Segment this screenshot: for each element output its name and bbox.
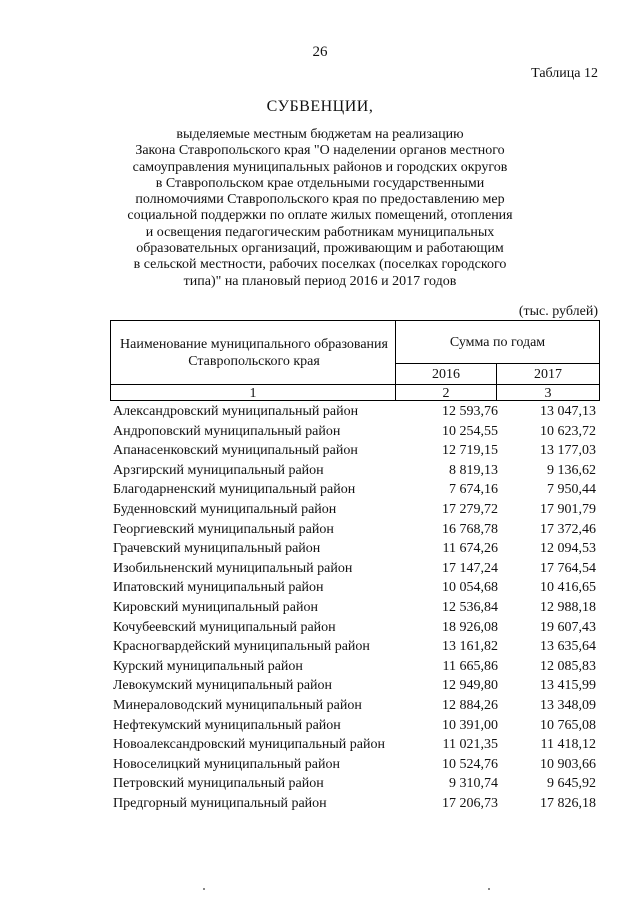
table-row <box>113 422 600 442</box>
unit-label: (тыс. рублей) <box>518 304 598 319</box>
value-2016: 12 949,80 <box>442 678 498 694</box>
value-2016: 12 884,26 <box>442 697 498 713</box>
municipality-name: Ипатовский муниципальный район <box>113 580 324 596</box>
table-row <box>113 696 600 716</box>
value-2017: 10 903,66 <box>540 756 596 772</box>
subtitle-line: типа)" на плановый период 2016 и 2017 годов <box>183 273 457 289</box>
municipality-name: Кировский муниципальный район <box>113 599 318 615</box>
value-2016: 12 593,76 <box>442 404 498 419</box>
table-row <box>113 520 600 540</box>
scan-artifact <box>203 888 205 890</box>
header-col-number-1: 1 <box>249 385 257 401</box>
value-2017: 17 372,46 <box>540 521 596 537</box>
value-2017: 13 415,99 <box>540 678 596 694</box>
subtitle-line: социальной поддержки по оплате жилых помещений, отопления <box>127 208 513 224</box>
subtitle-line: в сельской местности, рабочих поселках (поселках городского <box>133 257 507 273</box>
scan-artifact <box>488 888 490 890</box>
header-col-number-3: 3 <box>544 385 552 401</box>
municipality-name: Красногвардейский муниципальный район <box>113 639 370 655</box>
municipality-name: Арзгирский муниципальный район <box>113 462 324 478</box>
value-2016: 17 206,73 <box>442 795 498 811</box>
value-2016: 13 161,82 <box>442 639 498 655</box>
table-row <box>113 618 600 638</box>
municipality-name: Андроповский муниципальный район <box>113 423 341 439</box>
value-2017: 12 094,53 <box>540 541 596 557</box>
table-row <box>113 441 600 461</box>
subtitle-line: образовательных организаций, проживающим и работающим <box>136 241 504 257</box>
value-2016: 17 279,72 <box>442 501 498 517</box>
value-2017: 10 623,72 <box>540 423 596 439</box>
document-title: СУБВЕНЦИИ, <box>266 98 374 115</box>
value-2017: 10 765,08 <box>540 717 596 733</box>
table-row <box>113 755 600 775</box>
municipality-name: Новоалександровский муниципальный район <box>113 737 385 753</box>
header-year-2017: 2017 <box>534 366 562 382</box>
value-2017: 9 136,62 <box>547 462 596 478</box>
table-row <box>113 539 600 559</box>
value-2016: 10 524,76 <box>442 756 498 772</box>
municipality-name: Минераловодский муниципальный район <box>113 697 362 713</box>
table-row <box>113 578 600 598</box>
municipality-name: Апанасенковский муниципальный район <box>113 443 358 459</box>
municipality-name: Нефтекумский муниципальный район <box>113 717 341 733</box>
municipality-name: Благодарненский муниципальный район <box>113 482 356 498</box>
municipality-name: Предгорный муниципальный район <box>113 795 327 811</box>
value-2016: 11 674,26 <box>442 541 498 557</box>
subtitle-line: полномочиями Ставропольского края по предоставлению мер <box>135 192 505 208</box>
value-2016: 7 674,16 <box>449 482 498 498</box>
municipality-name: Новоселицкий муниципальный район <box>113 756 340 772</box>
value-2016: 10 391,00 <box>442 717 498 733</box>
value-2016: 16 768,78 <box>442 521 498 537</box>
table-row <box>113 480 600 500</box>
value-2016: 12 719,15 <box>442 443 498 459</box>
municipality-name: Кочубеевский муниципальный район <box>113 619 336 635</box>
subtitle-line: самоуправления муниципальных районов и городских округов <box>132 159 508 175</box>
value-2016: 9 310,74 <box>449 776 498 792</box>
municipality-name: Курский муниципальный район <box>113 658 303 674</box>
header-name-column: Наименование муниципального образования Ставропольского края <box>120 337 388 369</box>
header-sum-column: Сумма по годам <box>449 334 546 350</box>
table-row <box>113 559 600 579</box>
municipality-name: Георгиевский муниципальный район <box>113 521 334 537</box>
municipality-name: Левокумский муниципальный район <box>113 678 333 694</box>
value-2016: 10 054,68 <box>442 580 498 596</box>
value-2017: 12 988,18 <box>540 599 596 615</box>
municipality-name: Изобильненский муниципальный район <box>113 560 353 576</box>
value-2016: 8 819,13 <box>449 462 498 478</box>
table-header <box>110 320 600 401</box>
municipality-name: Грачевский муниципальный район <box>113 541 321 557</box>
document-subtitle <box>100 127 540 290</box>
value-2017: 7 950,44 <box>547 482 596 498</box>
value-2017: 13 177,03 <box>540 443 596 459</box>
header-col-number-2: 2 <box>442 385 450 401</box>
table-row <box>113 735 600 755</box>
value-2017: 9 645,92 <box>547 776 596 792</box>
value-2017: 17 901,79 <box>540 501 596 517</box>
value-2017: 10 416,65 <box>540 580 596 596</box>
municipality-name: Буденновский муниципальный район <box>113 501 337 517</box>
value-2016: 11 665,86 <box>442 658 498 674</box>
table-row <box>113 676 600 696</box>
table-label: Таблица 12 <box>531 66 598 81</box>
value-2016: 10 254,55 <box>442 423 498 439</box>
table-row <box>113 402 600 422</box>
value-2016: 17 147,24 <box>442 560 498 576</box>
subtitle-line: в Ставропольском крае отдельными государственными <box>155 175 485 191</box>
value-2017: 13 635,64 <box>540 639 596 655</box>
table-body <box>113 402 600 813</box>
page-number: 26 <box>312 44 328 60</box>
table-row <box>113 598 600 618</box>
table-row <box>113 500 600 520</box>
value-2016: 11 021,35 <box>442 737 498 753</box>
value-2016: 18 926,08 <box>442 619 498 635</box>
table-row <box>113 461 600 481</box>
header-year-2016: 2016 <box>432 366 460 382</box>
value-2017: 17 764,54 <box>540 560 596 576</box>
subtitle-line: выделяемые местным бюджетам на реализацию <box>176 127 464 142</box>
value-2017: 17 826,18 <box>540 795 596 811</box>
value-2016: 12 536,84 <box>442 599 498 615</box>
table-row <box>113 637 600 657</box>
table-row <box>113 794 600 814</box>
value-2017: 13 047,13 <box>540 404 596 419</box>
value-2017: 13 348,09 <box>540 697 596 713</box>
value-2017: 12 085,83 <box>540 658 596 674</box>
table-row <box>113 774 600 794</box>
subtitle-line: Закона Ставропольского края "О наделении органов местного <box>135 143 505 159</box>
table-row <box>113 657 600 677</box>
municipality-name: Петровский муниципальный район <box>113 776 324 792</box>
subtitle-line: и освещения педагогическим работникам муниципальных <box>145 224 495 240</box>
table-row <box>113 716 600 736</box>
value-2017: 11 418,12 <box>540 737 596 753</box>
value-2017: 19 607,43 <box>540 619 596 635</box>
municipality-name: Александровский муниципальный район <box>113 404 359 419</box>
